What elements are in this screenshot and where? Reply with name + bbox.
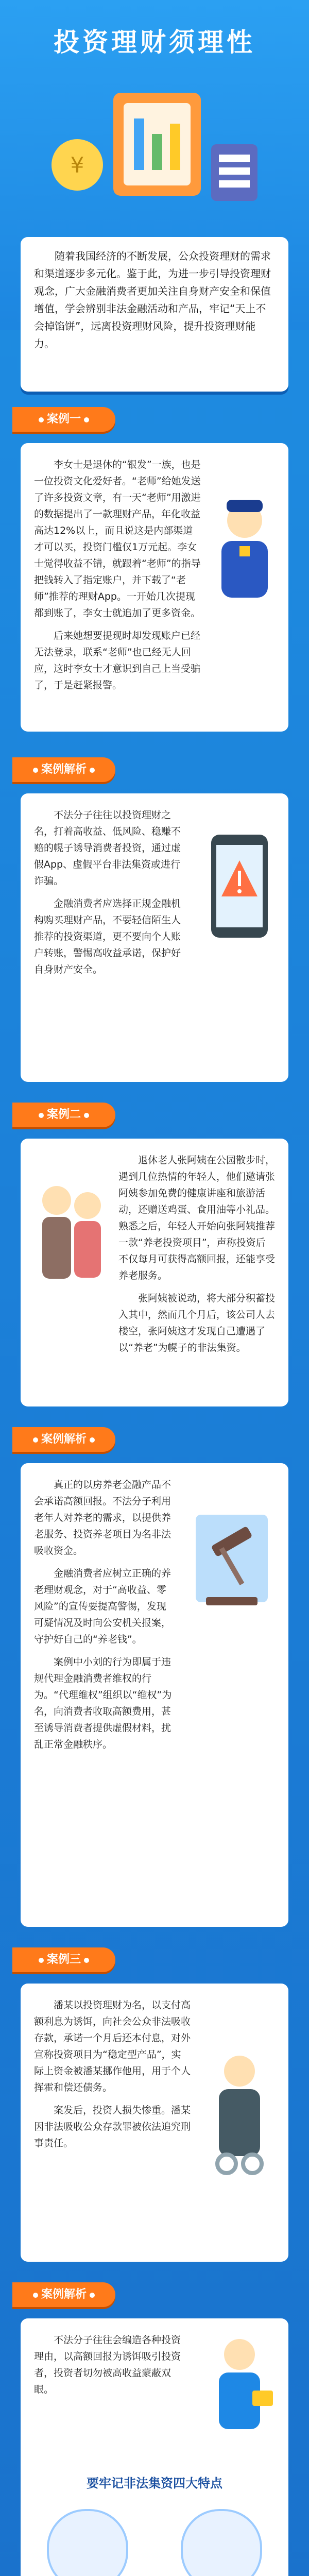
dot-icon xyxy=(39,1113,44,1118)
law-title: 要牢记非法集资四大特点 xyxy=(87,2476,222,2490)
case-2-paragraph: 退休老人张阿姨在公园散步时，遇到几位热情的年轻人，他们邀请张阿姨参加免费的健康讲座和旅游活动，还赠送鸡蛋、食用油等小礼品。熟悉之后，年轻人开始向张阿姨推荐一款“养老投资项目”，声称投资后不仅每月可获得高额回报，还能享受养老服务。 xyxy=(118,1155,276,1281)
police-illustration xyxy=(206,495,283,608)
dot-icon xyxy=(33,768,38,773)
dot-icon xyxy=(84,1113,89,1118)
law-grid xyxy=(21,2504,288,2576)
case-1-paragraph: 后来她想要提现时却发现账户已经无法登录，联系“老师”也已经无人回应，这时李女士才意识到自己上当受骗了，于是赶紧报警。 xyxy=(34,630,201,691)
analysis-1-label: 案例解析 xyxy=(41,763,87,776)
dot-icon xyxy=(33,2293,38,2298)
analysis-1-paragraph: 金融消费者应选择正规金融机构购买理财产品，不要轻信陌生人推荐的投资渠道，更不要向个人账户转账，警惕高收益承诺，保护好自身财产安全。 xyxy=(34,898,181,975)
analysis-2-paragraph: 金融消费者应树立正确的养老理财观念，对于“高收益、零风险”的宣传要提高警惕，发现可疑情况及时向公安机关报案，守护好自己的“养老钱”。 xyxy=(34,1568,171,1645)
handcuffs-illustration xyxy=(196,2040,283,2195)
case-2-label: 案例二 xyxy=(46,1108,81,1121)
analysis-2-tag xyxy=(12,1427,115,1452)
analysis-1-paragraph: 不法分子往往以投资理财之名，打着高收益、低风险、稳赚不赔的幌子诱导消费者投资，通过虚假App、虚假平台非法集资或进行诈骗。 xyxy=(34,809,181,887)
case-3-paragraph: 潘某以投资理财为名，以支付高额利息为诱饵，向社会公众非法吸收存款，承诺一个月后还本付息，对外宣称投资项目为“稳定型产品”，实际上资金被潘某挪作他用，用于个人挥霍和偿还债务。 xyxy=(34,1999,191,2093)
analysis-2-label: 案例解析 xyxy=(41,1433,87,1446)
analysis-3-label: 案例解析 xyxy=(41,2288,87,2301)
case-1-tag xyxy=(12,407,115,432)
law-item xyxy=(165,2509,278,2576)
investor-illustration xyxy=(201,2329,278,2442)
dot-icon xyxy=(90,2293,95,2298)
law-icon xyxy=(181,2509,262,2576)
elderly-couple-illustration xyxy=(31,1170,108,1303)
intro-text: 随着我国经济的不断发展，公众投资理财的需求和渠道逐步多元化。鉴于此，为进一步引导投资理财观念，广大金融消费者更加关注自身财产安全和保值增值，学会辨别非法金融活动和产品，牢记“天上不会掉馅饼”，远离投资理财风险，提升投资理财能力。 xyxy=(21,237,288,392)
phone-warning-illustration xyxy=(196,824,283,979)
analysis-1-tag xyxy=(12,757,115,782)
case-2-paragraph: 张阿姨被说动，将大部分积蓄投入其中，然而几个月后，该公司人去楼空，张阿姨这才发现自己遭遇了以“养老”为幌子的非法集资。 xyxy=(118,1293,276,1353)
dot-icon xyxy=(39,417,44,422)
case-3-paragraph: 案发后，投资人损失惨重。潘某因非法吸收公众存款罪被依法追究刑事责任。 xyxy=(34,2105,191,2149)
dot-icon xyxy=(90,768,95,773)
case-3-label: 案例三 xyxy=(46,1953,81,1966)
analysis-3-paragraph: 不法分子往往会编造各种投资理由，以高额回报为诱饵吸引投资者，投资者切勿被高收益蒙蔽双眼。 xyxy=(34,2334,181,2395)
page-title: 投资理财须理性 xyxy=(54,27,255,57)
law-icon xyxy=(47,2509,128,2576)
analysis-3-tag xyxy=(12,2282,115,2307)
case-3-tag xyxy=(12,1947,115,1972)
analysis-2-paragraph: 真正的以房养老金融产品不会承诺高额回报。不法分子利用老年人对养老的需求，以提供养老服务、投资养老项目为名非法吸收资金。 xyxy=(34,1479,171,1556)
case-1-label: 案例一 xyxy=(46,413,81,426)
analysis-2-paragraph: 案例中小刘的行为即属于违规代理金融消费者维权的行为。“代理维权”组织以“维权”为名，向消费者收取高额费用，甚至诱导消费者提供虚假材料，扰乱正常金融秩序。 xyxy=(34,1656,172,1750)
gavel-illustration xyxy=(180,1484,283,1628)
dot-icon xyxy=(33,1437,38,1443)
law-item xyxy=(31,2509,144,2576)
svg-text:¥: ¥ xyxy=(70,152,84,178)
case-1-paragraph: 李女士是退休的“银发”一族，也是一位投资文化爱好者。“老师”给她发送了许多投资文章，有一天“老师”用激进的数据提出了一款理财产品，年化收益高达12%以上，而且说这是内部渠道才可以买，投资门槛仅1万元起。李女士觉得收益不错，就跟着“老师”的指导把钱转入了指定账户，并下载了“老师”推荐的理财App。一开始几次提现都到账了，李女士就追加了更多资金。 xyxy=(34,459,201,619)
case-2-tag xyxy=(12,1103,115,1127)
dot-icon xyxy=(84,417,89,422)
dot-icon xyxy=(84,1958,89,1963)
finance-illustration xyxy=(36,72,273,227)
dot-icon xyxy=(39,1958,44,1963)
dot-icon xyxy=(90,1437,95,1443)
